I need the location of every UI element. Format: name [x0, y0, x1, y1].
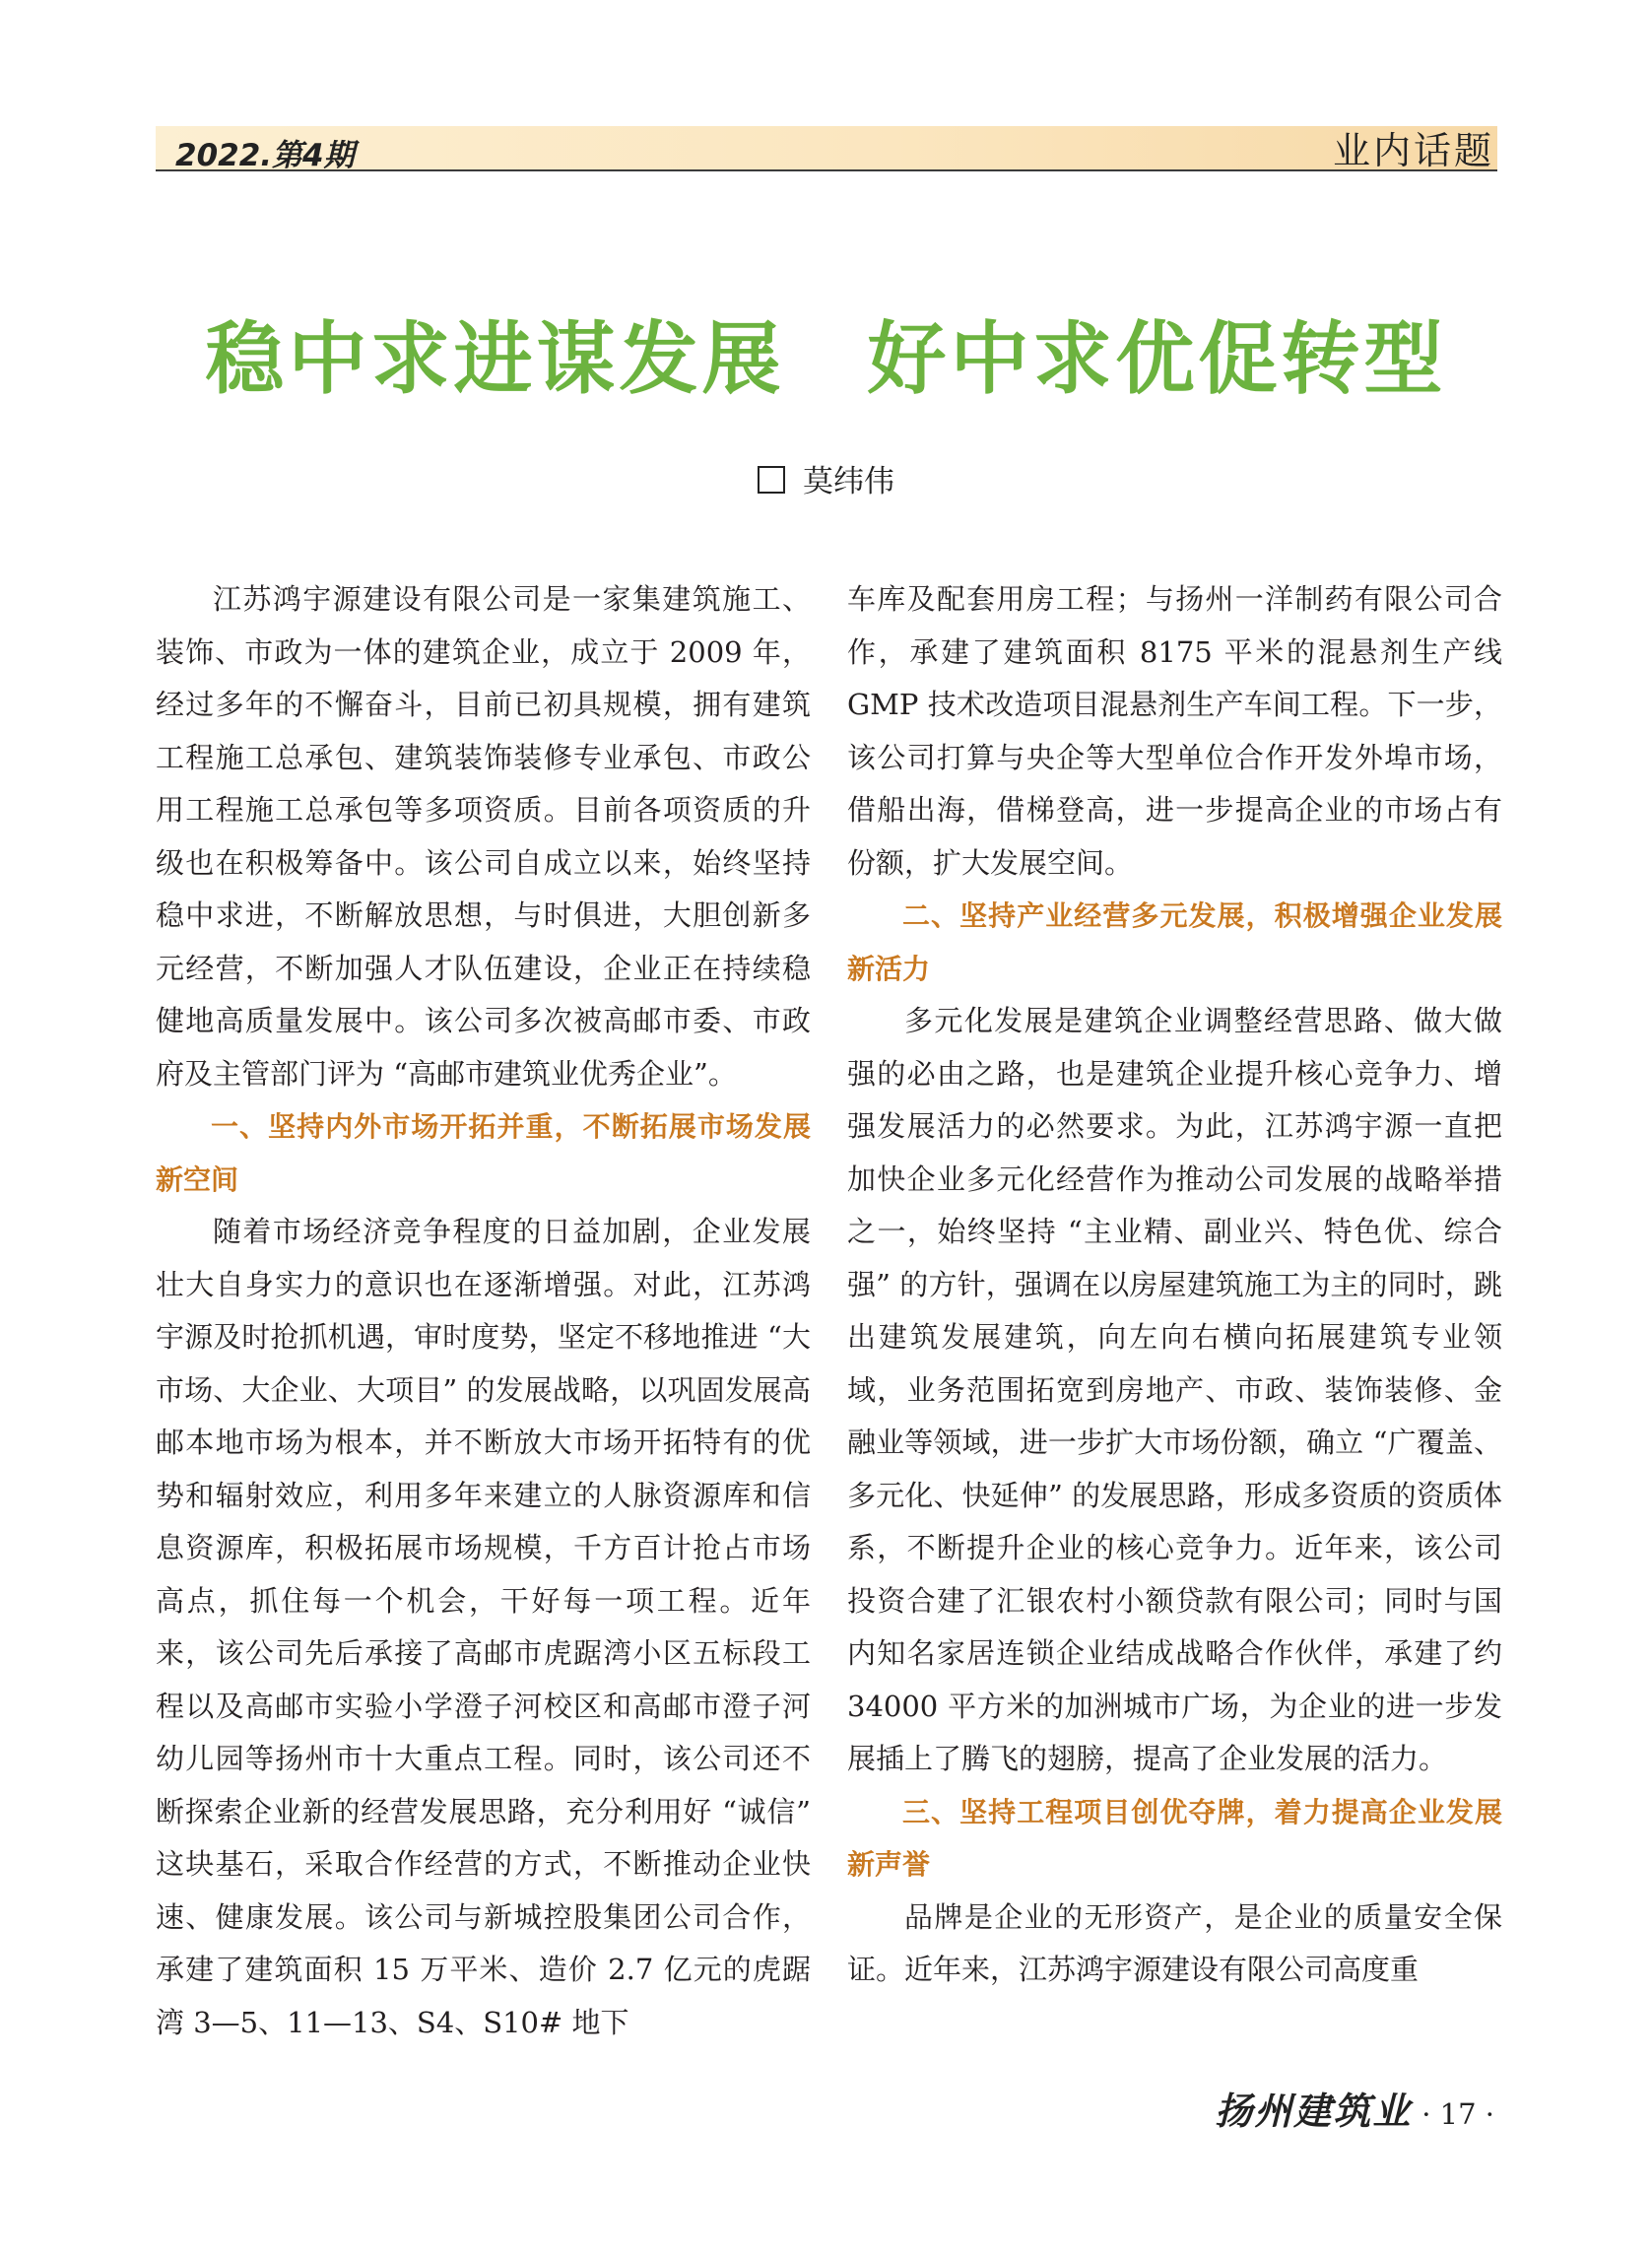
magazine-logo: 扬州建筑业 — [1215, 2089, 1413, 2133]
paragraph: 多元化发展是建筑企业调整经营思路、做大做强的必由之路，也是建筑企业提升核心竞争力、增强发展活力的必然要求。为此，江苏鸿宇源一直把加快企业多元化经营作为推动公司发展的战略举措之一，始终坚持 “主业精、副业兴、特色优、综合强” 的方针，强调在以房屋建筑施工为主的同时，跳出建筑发展建筑，向左向右横向拓展建筑专业领域，业务范围拓宽到房地产、市政、装饰装修、金融业等领域，进一步扩大市场份额，确立 “广覆盖、多元化、快延伸” 的发展思路，形成多资质的资质体系，不断提升企业的核心竞争力。近年来，该公司投资合建了汇银农村小额贷款有限公司；同时与国内知名家居连锁企业结成战略合作伙伴，承建了约 34000 平方米的加洲城市广场，为企业的进一步发展插上了腾飞的翅膀，提高了企业发展的活力。 — [847, 1004, 1502, 1775]
page-footer — [1215, 2081, 1494, 2135]
issue-label: 2022.第4期 — [175, 138, 355, 173]
left-column — [156, 573, 811, 2051]
paragraph: 品牌是企业的无形资产，是企业的质量安全保证。近年来，江苏鸿宇源建设有限公司高度重 — [847, 1899, 1502, 1986]
author-box-icon — [758, 466, 785, 494]
section-heading: 一、坚持内外市场开拓并重，不断拓展市场发展新空间 — [156, 1110, 811, 1196]
page-number: · 17 · — [1421, 2097, 1494, 2131]
header-band — [156, 126, 1497, 171]
author-line — [0, 456, 1652, 500]
paragraph-continued: 车库及配套用房工程；与扬州一洋制药有限公司合作，承建了建筑面积 8175 平米的混悬剂生产线 GMP 技术改造项目混悬剂生产车间工程。下一步，该公司打算与央企等大型单位合作开发外埠市场，借船出海，借梯登高，进一步提高企业的市场占有份额，扩大发展空间。 — [847, 582, 1502, 880]
section-label: 业内话题 — [1332, 129, 1494, 172]
paragraph: 随着市场经济竞争程度的日益加剧，企业发展壮大自身实力的意识也在逐渐增强。对此，江苏鸿宇源及时抢抓机遇，审时度势，坚定不移地推进 “大市场、大企业、大项目” 的发展战略，以巩固发展高邮本地市场为根本，并不断放大市场开拓特有的优势和辐射效应，利用多年来建立的人脉资源库和信息资源库，积极拓展市场规模，千方百计抢占市场高点，抓住每一个机会，干好每一项工程。近年来，该公司先后承接了高邮市虎踞湾小区五标段工程以及高邮市实验小学澄子河校区和高邮市澄子河幼儿园等扬州市十大重点工程。同时，该公司还不断探索企业新的经营发展思路，充分利用好 “诚信” 这块基石，采取合作经营的方式，不断推动企业快速、健康发展。该公司与新城控股集团公司合作，承建了建筑面积 15 万平米、造价 2.7 亿元的虎踞湾 3—5、11—13、S4、S10# 地下 — [156, 1215, 811, 2039]
author-name: 莫纬伟 — [803, 464, 894, 499]
right-column — [847, 573, 1502, 2051]
section-heading: 二、坚持产业经营多元发展，积极增强企业发展新活力 — [847, 899, 1502, 985]
paragraph: 江苏鸿宇源建设有限公司是一家集建筑施工、装饰、市政为一体的建筑企业，成立于 2009 年，经过多年的不懈奋斗，目前已初具规模，拥有建筑工程施工总承包、建筑装饰装修专业承包、市政公用工程施工总承包等多项资质。目前各项资质的升级也在积极筹备中。该公司自成立以来，始终坚持稳中求进，不断解放思想，与时俱进，大胆创新多元经营，不断加强人才队伍建设，企业正在持续稳健地高质量发展中。该公司多次被高邮市委、市政府及主管部门评为 “高邮市建筑业优秀企业”。 — [156, 582, 811, 1091]
section-heading: 三、坚持工程项目创优夺牌，着力提高企业发展新声誉 — [847, 1795, 1502, 1881]
article-title: 稳中求进谋发展 好中求优促转型 — [205, 313, 1447, 405]
